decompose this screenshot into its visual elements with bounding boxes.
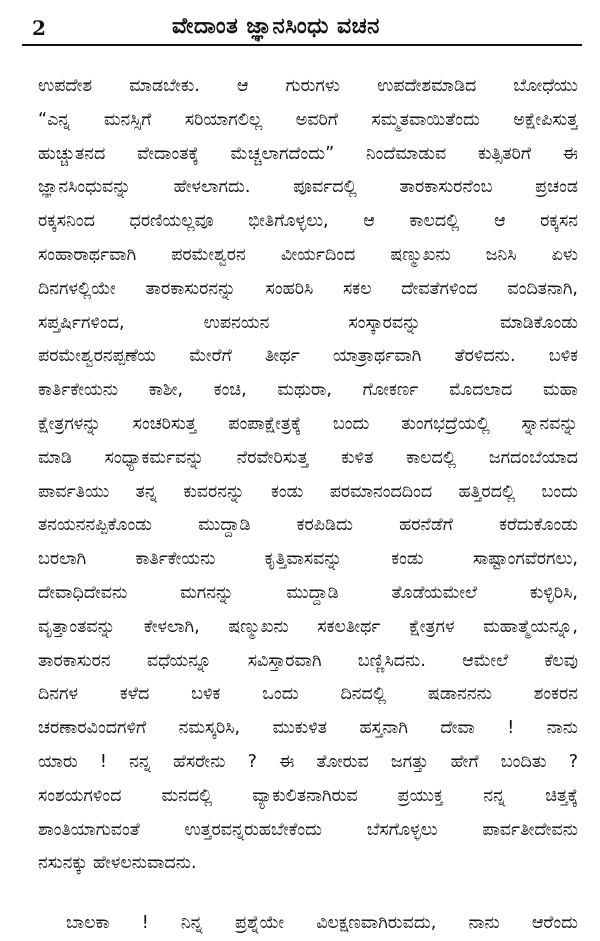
text-line: ಯಾರು ! ನನ್ನ ಹೆಸರೇನು ? ಈ ತೋರುವ ಜಗತ್ತು ಹೇಗೆ ಬಂದಿತು ?	[38, 751, 578, 772]
text-line: ದಿನಗಳಲ್ಲಿಯೇ ತಾರಕಾಸುರನನ್ನು ಸಂಹರಿಸಿ ಸಕಲ ದೇವತೆಗಳಿಂದ ವಂದಿತನಾಗಿ,	[38, 278, 578, 299]
text-line: ಹುಚ್ಚುತನದ ವೇದಾಂತಕ್ಕೆ ಮೆಚ್ಚಲಾಗದೆಂದು” ನಿಂದೆಮಾಡುವ ಕುತ್ಸಿತರಿಗೆ ಈ	[38, 143, 578, 164]
text-line: ಕಾರ್ತಿಕೇಯನು ಕಾಶೀ, ಕಂಚಿ, ಮಥುರಾ, ಗೋಕರ್ಣ ಮೊದಲಾದ ಮಹಾ	[38, 380, 578, 401]
page-number: 2	[32, 16, 46, 40]
text-line: ವೃತ್ತಾಂತವನ್ನು ಕೇಳಲಾಗಿ, ಷಣ್ಮುಖನು ಸಕಲತೀರ್ಥ ಕ್ಷೇತ್ರಗಳ ಮಹಾತ್ಮೆಯನ್ನೂ,	[38, 616, 578, 637]
body-text	[38, 70, 578, 941]
text-line: ಪಾರ್ವತಿಯು ತನ್ನ ಕುವರನನ್ನು ಕಂಡು ಪರಮಾನಂದದಿಂದ ಹತ್ತಿರದಲ್ಲಿ ಬಂದು	[38, 481, 578, 502]
text-line: ದೇವಾಧಿದೇವನು ಮಗನನ್ನು ಮುದ್ದಾಡಿ ತೊಡೆಯಮೇಲೆ ಕುಳ್ಳಿರಿಸಿ,	[38, 582, 578, 603]
text-line: ಸಂಶಯಗಳಿಂದ ಮನದಲ್ಲಿ ವ್ಯಾಕುಲಿತನಾಗಿರುವ ಪ್ರಯುಕ್ತ ನನ್ನ ಚಿತ್ತಕ್ಕೆ	[38, 785, 578, 806]
text-line: ಮಾಡಿ ಸಂಧ್ಯಾಕರ್ಮವನ್ನು ನೆರವೇರಿಸುತ್ತ ಕುಳಿತ ಕಾಲದಲ್ಲಿ ಜಗದಂಬೆಯಾದ	[38, 447, 578, 468]
text-line: “ಎನ್ನ ಮನಸ್ಸಿಗೆ ಸರಿಯಾಗಲಿಲ್ಲ ಅವರಿಗೆ ಸಮ್ಮತವಾಯಿತೆಂದು ಅಕ್ಷೇಪಿಸುತ್ತ	[38, 109, 578, 130]
text-line: ಶಾಂತಿಯಾಗುವಂತೆ ಉತ್ತರವನ್ನರುಹಬೇಕೆಂದು ಬೆಸಗೊಳ್ಳಲು ಪಾರ್ವತೀದೇವನು	[38, 819, 578, 840]
text-line: ರಕ್ಕಸನಿಂದ ಧರಣಿಯಲ್ಲವೂ ಭೀತಿಗೊಳ್ಳಲು, ಆ ಕಾಲದಲ್ಲಿ ಆ ರಕ್ಕಸನ	[38, 211, 578, 232]
text-line: ತಾರಕಾಸುರನ ವಧೆಯನ್ನೂ ಸವಿಸ್ತಾರವಾಗಿ ಬಣ್ಣಿಸಿದನು. ಆಮೇಲೆ ಕೆಲವು	[38, 650, 578, 671]
text-line: ದಿನಗಳ ಕಳೆದ ಬಳಿಕ ಒಂದು ದಿನದಲ್ಲಿ ಷಡಾನನನು ಶಂಕರನ	[38, 684, 578, 705]
text-line: ಬಾಲಕಾ ! ನಿನ್ನ ಪ್ರಶ್ನೆಯೇ ವಿಲಕ್ಷಣವಾಗಿರುವದು, ನಾನು ಆರೆಂದು	[66, 913, 578, 934]
page-header	[22, 6, 582, 40]
text-line: ಜ್ಞಾನಸಿಂಧುವನ್ನು ಹೇಳಲಾಗದು. ಪೂರ್ವದಲ್ಲಿ ತಾರಕಾಸುರನೆಂಬ ಪ್ರಚಂಡ	[38, 177, 578, 198]
text-line: ಉಪದೇಶ ಮಾಡಬೇಕು. ಆ ಗುರುಗಳು ಉಪದೇಶಮಾಡಿದ ಬೋಧೆಯು	[38, 76, 578, 96]
text-line: ನಸುನಕ್ಕು ಹೇಳಲನುವಾದನು.	[38, 853, 197, 874]
text-line: ಕ್ಷೇತ್ರಗಳನ್ನು ಸಂಚರಿಸುತ್ತ ಪಂಪಾಕ್ಷೇತ್ರಕ್ಕೆ ಬಂದು ತುಂಗಭದ್ರೆಯಲ್ಲಿ ಸ್ನಾನವನ್ನು	[38, 413, 578, 434]
paragraph-gap	[38, 881, 578, 907]
paragraph	[38, 907, 578, 941]
text-line: ಬರಲಾಗಿ ಕಾರ್ತಿಕೇಯನು ಕೃತ್ತಿವಾಸವನ್ನು ಕಂಡು ಸಾಷ್ಟಾಂಗವೆರಗಲು,	[38, 549, 578, 570]
text-line: ಸಪ್ತರ್ಷಿಗಳಿಂದ, ಉಪನಯನ ಸಂಸ್ಕಾರವನ್ನು ಮಾಡಿಕೊಂಡು	[38, 312, 578, 333]
text-line: ಸಂಹಾರಾರ್ಥವಾಗಿ ಪರಮೇಶ್ವರನ ವೀರ್ಯದಿಂದ ಷಣ್ಮುಖನು ಜನಿಸಿ ಏಳು	[38, 244, 578, 265]
text-line: ಚರಣಾರವಿಂದಗಳಿಗೆ ನಮಸ್ಕರಿಸಿ, ಮುಕುಳಿತ ಹಸ್ತನಾಗಿ ದೇವಾ ! ನಾನು	[38, 718, 578, 739]
text-line: ಪರಮೇಶ್ವರನಪ್ಪಣೆಯ ಮೇರೆಗೆ ತೀರ್ಥ ಯಾತ್ರಾರ್ಥವಾಗಿ ತೆರಳಿದನು. ಬಳಿಕ	[38, 346, 578, 367]
paragraph	[38, 70, 578, 881]
running-title: ವೇದಾಂತ ಜ್ಞಾನಸಿಂಧು ವಚನ	[172, 14, 380, 39]
text-line: ತನಯನನಪ್ಪಿಕೊಂಡು ಮುದ್ದಾಡಿ ಕರಪಿಡಿದು ಹರನೆಡೆಗೆ ಕರೆದುಕೊಂಡು	[38, 515, 578, 536]
header-divider	[22, 44, 582, 46]
